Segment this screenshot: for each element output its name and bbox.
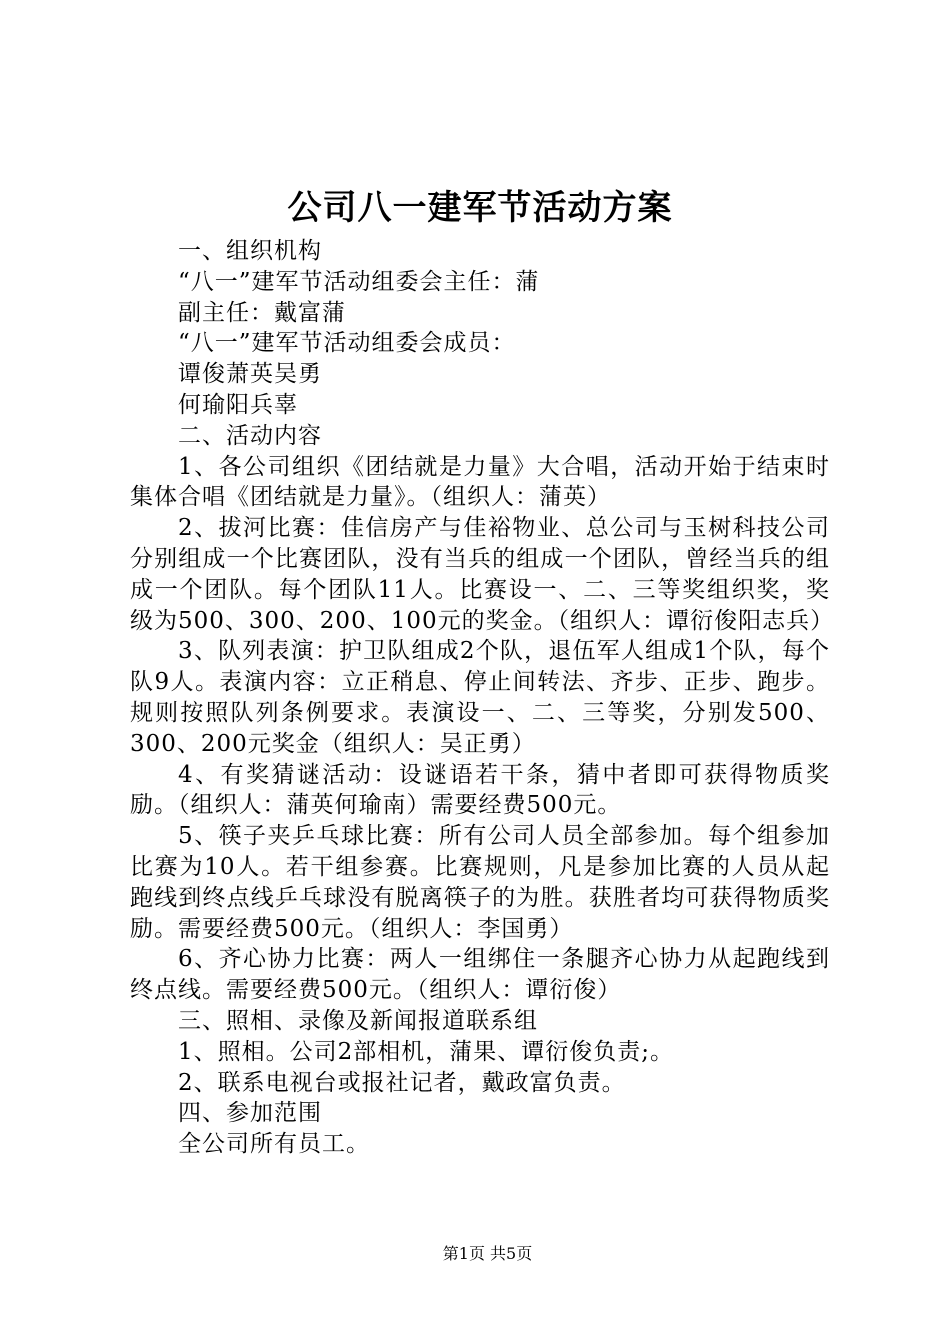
paragraph-media-2: 2、联系电视台或报社记者，戴政富负责。 [178,1069,626,1096]
paragraph-activity-6: 6、齐心协力比赛：两人一组绑住一条腿齐心协力从起跑线到终点线。需要经费500元。（组织人：谭衍俊） [130,946,830,1004]
paragraph-activity-2: 2、拔河比赛：佳信房产与佳裕物业、总公司与玉树科技公司分别组成一个比赛团队，没有当兵的组成一个团队，曾经当兵的组成一个团队。每个团队11人。比赛设一、二、三等奖组织奖，奖级为500、300、200、100元的奖金。（组织人：谭衍俊阳志兵） [130,515,835,634]
paragraph-director: “八一”建军节活动组委会主任：蒲 [178,268,540,295]
section-heading-organization: 一、组织机构 [178,238,322,264]
paragraph-activity-1: 1、各公司组织《团结就是力量》大合唱，活动开始于结束时集体合唱《团结就是力量》。（组织人：蒲英） [130,453,830,511]
paragraph-members-label: “八一”建军节活动组委会成员： [178,330,516,357]
paragraph-scope: 全公司所有员工。 [178,1131,370,1158]
paragraph-activity-3: 3、队列表演：护卫队组成2个队，退伍军人组成1个队，每个队9人。表演内容：立正稍息、停止间转法、齐步、正步、跑步。规则按照队列条例要求。表演设一、二、三等奖，分别发500、300、200元奖金（组织人：吴正勇） [130,638,830,757]
paragraph-members-1: 谭俊萧英吴勇 [178,361,322,388]
section-heading-activities: 二、活动内容 [178,422,322,449]
section-heading-scope: 四、参加范围 [178,1100,322,1127]
paragraph-activity-4: 4、有奖猜谜活动：设谜语若干条，猜中者即可获得物质奖励。（组织人：蒲英何瑜南）需要经费500元。 [130,761,830,819]
paragraph-members-2: 何瑜阳兵辜 [178,391,298,418]
paragraph-media-1: 1、照相。公司2部相机，蒲果、谭衍俊负责;。 [178,1038,675,1065]
page-footer: 第1页 共5页 [442,1244,533,1263]
section-heading-media: 三、照相、录像及新闻报道联系组 [178,1007,538,1034]
paragraph-activity-5: 5、筷子夹乒乓球比赛：所有公司人员全部参加。每个组参加比赛为10人。若干组参赛。比赛规则，凡是参加比赛的人员从起跑线到终点线乒乓球没有脱离筷子的为胜。获胜者均可获得物质奖励。需要经费500元。（组织人：李国勇） [130,823,830,942]
document-title: 公司八一建军节活动方案 [287,188,673,228]
document-body [130,236,835,1160]
paragraph-vice-director: 副主任：戴富蒲 [178,299,346,326]
